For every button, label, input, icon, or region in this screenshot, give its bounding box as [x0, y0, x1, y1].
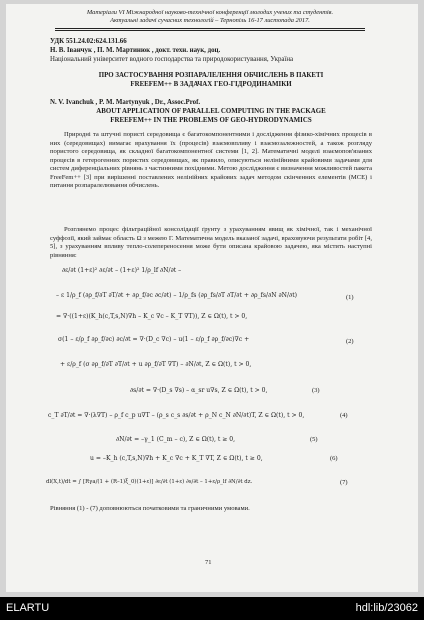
equation-2-line-1: σ(1 – ε/ρ_f ∂ρ_f/∂c) ∂c/∂t = ∇·(D_c ∇c) – u(1 – ε/ρ_f ∂ρ_f/∂c)∇c + — [58, 336, 250, 343]
footer-bar — [0, 597, 424, 620]
paragraph-model: Розглянемо процес фільтраційної консолідації ґрунту з урахуванням явищ як хімічної, так і механічної суффозії, який займає область Ω з межею Γ. Математична модель вказаної задачі, враховуючи результати робіт [4, 5], з урахуванням впливу тепло-солепереносення може бути описана крайовою задачею, яка містить наступні рівняння: — [50, 226, 372, 259]
document-page — [6, 4, 418, 592]
equation-1-line-2: – ε 1/ρ_f (∂ρ_f/∂T ∂T/∂t + ∂ρ_f/∂c ∂c/∂t) – 1/ρ_fs (∂ρ_fs/∂T ∂T/∂t + ∂ρ_fs/∂N ∂N/∂t) — [56, 292, 298, 299]
equation-6-number: (6) — [330, 455, 338, 462]
running-header — [55, 9, 365, 26]
equation-5: ∂N/∂t = –γ_1 (C_m – c), Z ∈ Ω(t), t ≥ 0, — [116, 436, 236, 443]
equation-1-number: (1) — [346, 294, 354, 301]
authors-ua: Н. В. Іванчук , П. М. Мартинюк , докт. техн. наук, доц. — [50, 47, 221, 54]
equation-1-line-1: ∂ε/∂t (1+ε)² ∂ε/∂t – (1+ε)² 1/ρ_lf ∂N/∂t – — [62, 267, 182, 274]
equation-3-number: (3) — [312, 387, 320, 394]
repository-name: ELARTU — [6, 602, 50, 614]
equation-1-line-3: = ∇·((1+ε)(K_h(c,T,s,N)∇h – K_c ∇c – K_T ∇T)), Z ∈ Ω(t), t > 0, — [56, 313, 248, 320]
affiliation: Національний університет водного господарства та природокористування, Україна — [50, 56, 294, 63]
page-number: 71 — [205, 559, 212, 566]
title-en — [50, 107, 372, 125]
equation-2-line-2: + ε/ρ_f (σ ∂ρ_f/∂T ∂T/∂t + u ∂ρ_f/∂T ∇T) – ∂N/∂t, Z ∈ Ω(t), t > 0, — [60, 361, 252, 368]
equation-4: c_T ∂T/∂t = ∇·(λ∇T) – ρ_f c_p u∇T – (ρ_s c_s ∂s/∂t + ρ_N c_N ∂N/∂t)T, Z ∈ Ω(t), t > 0, — [48, 412, 305, 419]
equation-5-number: (5) — [310, 436, 318, 443]
title-en-line-1: ABOUT APPLICATION OF PARALLEL COMPUTING IN THE PACKAGE — [96, 108, 326, 115]
header-line-2: Актуальні задачі сучасних технологій – Тернопіль 16-17 листопада 2017. — [110, 17, 310, 25]
equation-2-number: (2) — [346, 338, 354, 345]
equation-3: ∂s/∂t = ∇·(D_s ∇s) – α_sr u∇s, Z ∈ Ω(t), t > 0, — [130, 387, 268, 394]
header-rule — [55, 28, 365, 29]
title-en-line-2: FREEFEM++ IN THE PROBLEMS OF GEO-HYDRODYNAMICS — [110, 117, 312, 124]
equation-6: u = –K_h (c,T,s,N)∇h + K_c ∇c + K_T ∇T, Z ∈ Ω(t), t ≥ 0, — [90, 455, 263, 462]
header-rule-thin — [55, 30, 365, 31]
title-ua-line-2: FREEFEM++ В ЗАДАЧАХ ГЕО-ГІДРОДИНАМІКИ — [130, 81, 292, 88]
equation-7-number: (7) — [340, 479, 348, 486]
equation-7: dl(X,t)/dt = ∫ [Rγa/(1 + (R–1)ξ_0)(1+ε)] ∂ε/∂t (1+ε) ∂s/∂t – 1+ε/ρ_lf ∂N/∂t dz. — [46, 479, 253, 485]
equation-4-number: (4) — [340, 412, 348, 419]
title-ua — [50, 71, 372, 89]
title-ua-line-1: ПРО ЗАСТОСУВАННЯ РОЗПАРАЛЕЛЕННЯ ОБЧИСЛЕНЬ В ПАКЕТІ — [98, 72, 324, 79]
paragraph-intro: Природні та штучні пористі середовища є багатокомпонентними і дослідження фізико-хімічних процесів в них (середовищах) вимагає врахування їх (процесів) взаємовпливу і взаємозалежностей, а також розгляду пористого середовища, як складної багатокомпонентної системи [1, 2]. Математичні моделі взаємопов'язаних процесів в гетерогенних пористих середовищах, як правило, описуються нелінійними крайовими задачами для систем диференціальних рівнянь з частинними похідними. Метою дослідження є визначення можливостей пакета FreeFem++ [3] при вирішенні поставлених нелінійних крайових задач методом скінченних елементів (МСЕ) і питання розпаралелювання обчислень. — [50, 131, 372, 189]
closing-sentence: Рівняння (1) - (7) доповнюються початковими та граничними умовами. — [50, 505, 250, 512]
handle-id: hdl:lib/23062 — [355, 602, 418, 614]
header-line-1: Матеріали VI Міжнародної науково-технічної конференції молодих учених та студентів. — [86, 9, 334, 16]
authors-en: N. V. Ivanchuk , P. M. Martynyuk , Dr., Assoc.Prof. — [50, 99, 201, 106]
udc-code: УДК 551.24.02:624.131.66 — [50, 38, 127, 45]
